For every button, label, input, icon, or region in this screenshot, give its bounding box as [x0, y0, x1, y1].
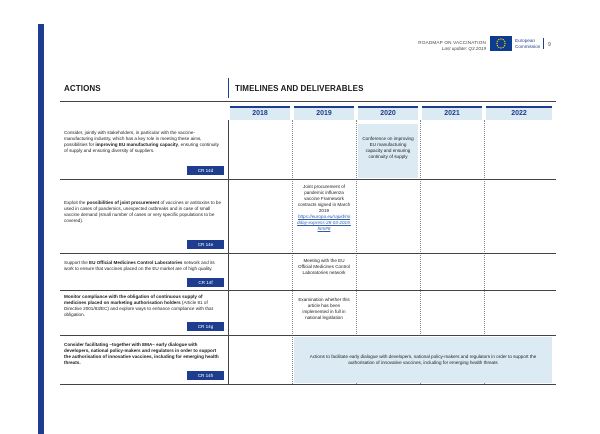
action-text: Consider facilitating –together with EMA– early dialogue with developers, national policy-makers and regulators in order to support the authorisation of innovative vaccines, including for emerging health threats. [64, 342, 219, 365]
left-accent-bar [38, 24, 44, 434]
eu-brand-text: European Commission [515, 38, 541, 49]
cr-badge: CR 14f [187, 278, 224, 287]
last-update: Last update: Q3 2019 [441, 46, 486, 51]
heading-divider [228, 78, 229, 98]
actions-heading: ACTIONS [64, 84, 101, 93]
document-header [400, 40, 486, 52]
row-divider [60, 179, 556, 180]
page-number-divider [543, 38, 544, 49]
eu-flag-icon [490, 36, 512, 51]
cr-badge: CR 14h [187, 371, 224, 380]
deliverable-cell: Meeting with the EU Official Medicines Control Laboratories network [298, 258, 350, 275]
deliverable-cell: Conference on improving EU manufacturing capacity and ensuring continuity of supply [358, 124, 418, 178]
year-2021: 2021 [422, 106, 482, 120]
deliverable-cell: Actions to facilitate early dialogue with developers, national policy-makers and regulators in order to support the authorisation of innovative vaccines, including for emerging health threats [294, 337, 552, 383]
timelines-heading: TIMELINES AND DELIVERABLES [235, 84, 364, 93]
column-divider [228, 120, 229, 384]
action-text: Consider, jointly with stakeholders, in particular with the vaccine-manufacturing industry, which has a key role in meeting these aims, possibilities for improving EU manufacturing capacity, ensuring continuity of supply and ensuring diversity of suppliers. [64, 130, 219, 153]
row-divider [60, 335, 556, 336]
year-2019: 2019 [294, 106, 354, 120]
action-text: Exploit the possibilities of joint procurement of vaccines or antitoxins to be used in cases of pandemics, unexpected outbreaks and in case of small vaccine demand (small number of cases or very specific populations to be covered). [64, 200, 222, 223]
cr-badge: CR 14g [187, 322, 224, 331]
year-2020: 2020 [358, 106, 418, 120]
page-number: 9 [548, 42, 551, 48]
column-divider [292, 120, 293, 384]
row-divider [60, 384, 556, 385]
row-divider [60, 290, 556, 291]
eu-logo [490, 36, 540, 51]
document-title: ROADMAP ON VACCINATION [418, 40, 486, 45]
action-text: Monitor compliance with the obligation of continuous supply of medicines placed on marketing authorisation holders (Article 81 of Directive 2001/83/EC) and explore ways to enhance compliance with that obligation. [64, 294, 213, 317]
cr-badge: CR 14d [187, 166, 224, 175]
heading-rule [60, 101, 556, 102]
reference-link[interactable]: https://europa.eu/rapid/midday-express-28-03-2019.htm#8 [297, 214, 351, 231]
row-divider [60, 253, 556, 254]
year-2018: 2018 [230, 106, 290, 120]
deliverable-cell: Examination whether this article has been implemented in full in national legislation [298, 297, 350, 320]
cr-badge: CR 14e [187, 240, 224, 249]
year-2022: 2022 [486, 106, 552, 120]
deliverable-cell: Joint procurement of pandemic influenza vaccine Framework contracts signed in March 2019 https://europa.eu/rapid/midday-express-28-03-2019.htm#8 [294, 184, 354, 232]
action-text: Support the EU Official Medicines Control Laboratories network and its work to ensure that vaccines placed on the EU market are of high quality. [64, 260, 215, 271]
